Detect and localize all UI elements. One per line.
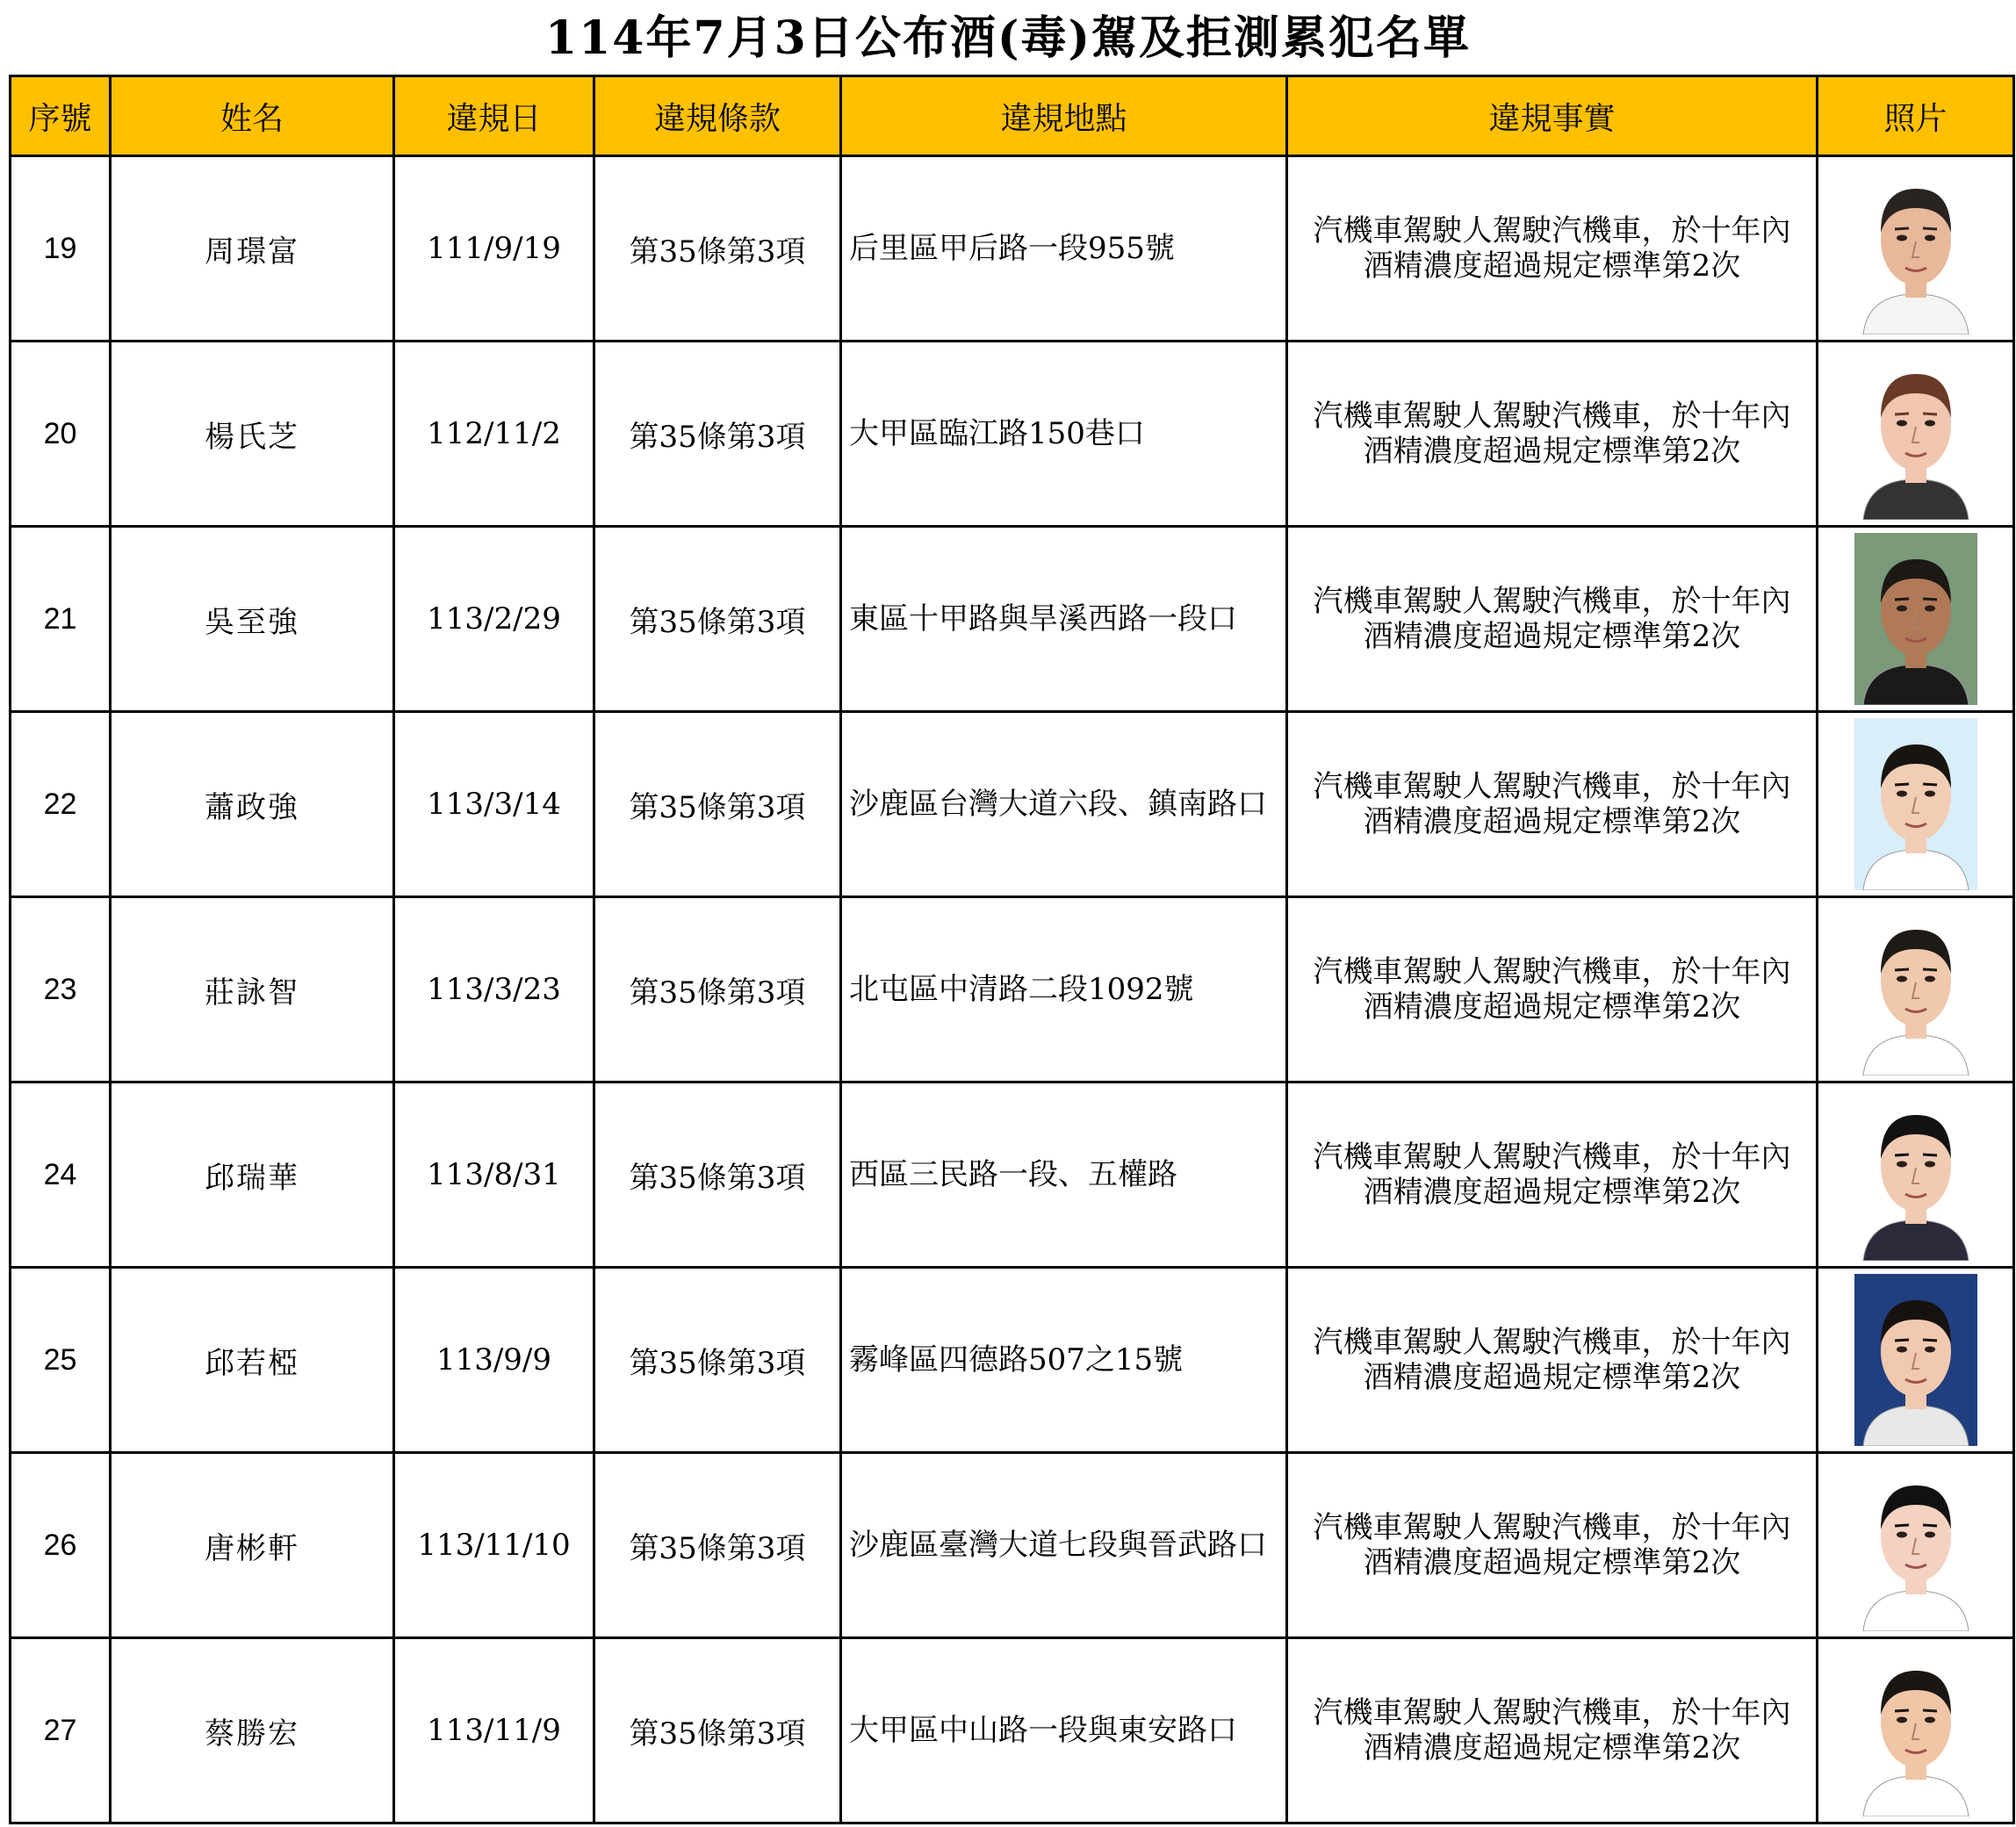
header-seq: 序號 — [11, 76, 111, 156]
cell-seq: 19 — [11, 156, 111, 342]
cell-seq: 24 — [11, 1083, 111, 1268]
cell-location: 后里區甲后路一段955號 — [841, 156, 1287, 342]
fact-line-2: 酒精濃度超過規定標準第2次 — [1363, 1360, 1741, 1395]
table-row — [11, 1268, 2014, 1453]
cell-location: 大甲區中山路一段與東安路口 — [841, 1638, 1287, 1823]
portrait-photo — [1854, 162, 1977, 334]
fact-line-1: 汽機車駕駛人駕駛汽機車，於十年內 — [1313, 399, 1791, 434]
header-name: 姓名 — [111, 76, 394, 156]
cell-location: 東區十甲路與旱溪西路一段口 — [841, 527, 1287, 712]
fact-line-1: 汽機車駕駛人駕駛汽機車，於十年內 — [1313, 1695, 1791, 1730]
fact-line-1: 汽機車駕駛人駕駛汽機車，於十年內 — [1313, 1140, 1791, 1175]
cell-fact — [1287, 527, 1818, 712]
page-title: 114年7月3日公布酒(毒)駕及拒測累犯名單 — [544, 11, 1472, 65]
cell-date: 112/11/2 — [394, 342, 594, 527]
cell-fact — [1287, 1083, 1818, 1268]
cell-name: 唐彬軒 — [111, 1453, 394, 1638]
cell-fact — [1287, 897, 1818, 1083]
cell-location: 大甲區臨江路150巷口 — [841, 342, 1287, 527]
cell-date: 113/3/14 — [394, 712, 594, 897]
portrait-photo — [1854, 533, 1977, 705]
cell-photo — [1818, 1268, 2014, 1453]
cell-photo — [1818, 712, 2014, 897]
fact-line-1: 汽機車駕駛人駕駛汽機車，於十年內 — [1313, 584, 1791, 619]
table-row — [11, 1453, 2014, 1638]
cell-fact — [1287, 1453, 1818, 1638]
cell-clause: 第35條第3項 — [594, 712, 841, 897]
cell-location: 北屯區中清路二段1092號 — [841, 897, 1287, 1083]
cell-fact — [1287, 156, 1818, 342]
fact-line-1: 汽機車駕駛人駕駛汽機車，於十年內 — [1313, 213, 1791, 248]
fact-line-2: 酒精濃度超過規定標準第2次 — [1363, 1175, 1741, 1210]
fact-line-1: 汽機車駕駛人駕駛汽機車，於十年內 — [1313, 1510, 1791, 1545]
cell-clause: 第35條第3項 — [594, 1083, 841, 1268]
cell-seq: 27 — [11, 1638, 111, 1823]
table-row — [11, 897, 2014, 1083]
cell-seq: 26 — [11, 1453, 111, 1638]
fact-line-2: 酒精濃度超過規定標準第2次 — [1363, 434, 1741, 469]
fact-line-1: 汽機車駕駛人駕駛汽機車，於十年內 — [1313, 769, 1791, 804]
fact-line-2: 酒精濃度超過規定標準第2次 — [1363, 989, 1741, 1025]
cell-clause: 第35條第3項 — [594, 1453, 841, 1638]
cell-seq: 25 — [11, 1268, 111, 1453]
offender-table — [9, 75, 2015, 1824]
header-fact: 違規事實 — [1287, 76, 1818, 156]
table-row — [11, 712, 2014, 897]
portrait-photo — [1854, 903, 1977, 1075]
header-clause: 違規條款 — [594, 76, 841, 156]
cell-photo — [1818, 527, 2014, 712]
cell-photo — [1818, 1638, 2014, 1823]
cell-name: 吳至強 — [111, 527, 394, 712]
cell-fact — [1287, 712, 1818, 897]
cell-clause: 第35條第3項 — [594, 156, 841, 342]
portrait-photo — [1854, 1089, 1977, 1261]
header-location: 違規地點 — [841, 76, 1287, 156]
cell-name: 蕭政強 — [111, 712, 394, 897]
cell-date: 113/2/29 — [394, 527, 594, 712]
cell-fact — [1287, 342, 1818, 527]
cell-photo — [1818, 1083, 2014, 1268]
fact-line-1: 汽機車駕駛人駕駛汽機車，於十年內 — [1313, 1325, 1791, 1360]
cell-clause: 第35條第3項 — [594, 1638, 841, 1823]
fact-line-2: 酒精濃度超過規定標準第2次 — [1363, 248, 1741, 284]
header-date: 違規日 — [394, 76, 594, 156]
cell-photo — [1818, 342, 2014, 527]
cell-name: 莊詠智 — [111, 897, 394, 1083]
table-header-row — [11, 76, 2014, 156]
cell-photo — [1818, 156, 2014, 342]
cell-date: 113/11/10 — [394, 1453, 594, 1638]
cell-photo — [1818, 897, 2014, 1083]
table-row — [11, 156, 2014, 342]
cell-photo — [1818, 1453, 2014, 1638]
cell-date: 113/11/9 — [394, 1638, 594, 1823]
cell-clause: 第35條第3項 — [594, 527, 841, 712]
cell-name: 楊氏芝 — [111, 342, 394, 527]
fact-line-2: 酒精濃度超過規定標準第2次 — [1363, 1545, 1741, 1580]
fact-line-2: 酒精濃度超過規定標準第2次 — [1363, 619, 1741, 654]
header-photo: 照片 — [1818, 76, 2014, 156]
cell-clause: 第35條第3項 — [594, 1268, 841, 1453]
cell-seq: 21 — [11, 527, 111, 712]
cell-clause: 第35條第3項 — [594, 897, 841, 1083]
cell-clause: 第35條第3項 — [594, 342, 841, 527]
cell-fact — [1287, 1268, 1818, 1453]
table-row — [11, 1083, 2014, 1268]
cell-seq: 20 — [11, 342, 111, 527]
cell-name: 蔡勝宏 — [111, 1638, 394, 1823]
portrait-photo — [1854, 718, 1977, 890]
cell-seq: 23 — [11, 897, 111, 1083]
portrait-photo — [1854, 1644, 1977, 1816]
cell-name: 周璟富 — [111, 156, 394, 342]
cell-fact — [1287, 1638, 1818, 1823]
cell-location: 沙鹿區臺灣大道七段與晉武路口 — [841, 1453, 1287, 1638]
portrait-photo — [1854, 1459, 1977, 1631]
table-row — [11, 342, 2014, 527]
fact-line-2: 酒精濃度超過規定標準第2次 — [1363, 804, 1741, 839]
cell-date: 113/9/9 — [394, 1268, 594, 1453]
cell-name: 邱若椏 — [111, 1268, 394, 1453]
fact-line-1: 汽機車駕駛人駕駛汽機車，於十年內 — [1313, 954, 1791, 989]
cell-location: 沙鹿區台灣大道六段、鎮南路口 — [841, 712, 1287, 897]
table-row — [11, 527, 2014, 712]
cell-seq: 22 — [11, 712, 111, 897]
cell-location: 霧峰區四德路507之15號 — [841, 1268, 1287, 1453]
table-row — [11, 1638, 2014, 1823]
portrait-photo — [1854, 1274, 1977, 1446]
fact-line-2: 酒精濃度超過規定標準第2次 — [1363, 1730, 1741, 1766]
cell-location: 西區三民路一段、五權路 — [841, 1083, 1287, 1268]
cell-date: 113/8/31 — [394, 1083, 594, 1268]
cell-date: 113/3/23 — [394, 897, 594, 1083]
portrait-photo — [1854, 348, 1977, 520]
cell-date: 111/9/19 — [394, 156, 594, 342]
cell-name: 邱瑞華 — [111, 1083, 394, 1268]
